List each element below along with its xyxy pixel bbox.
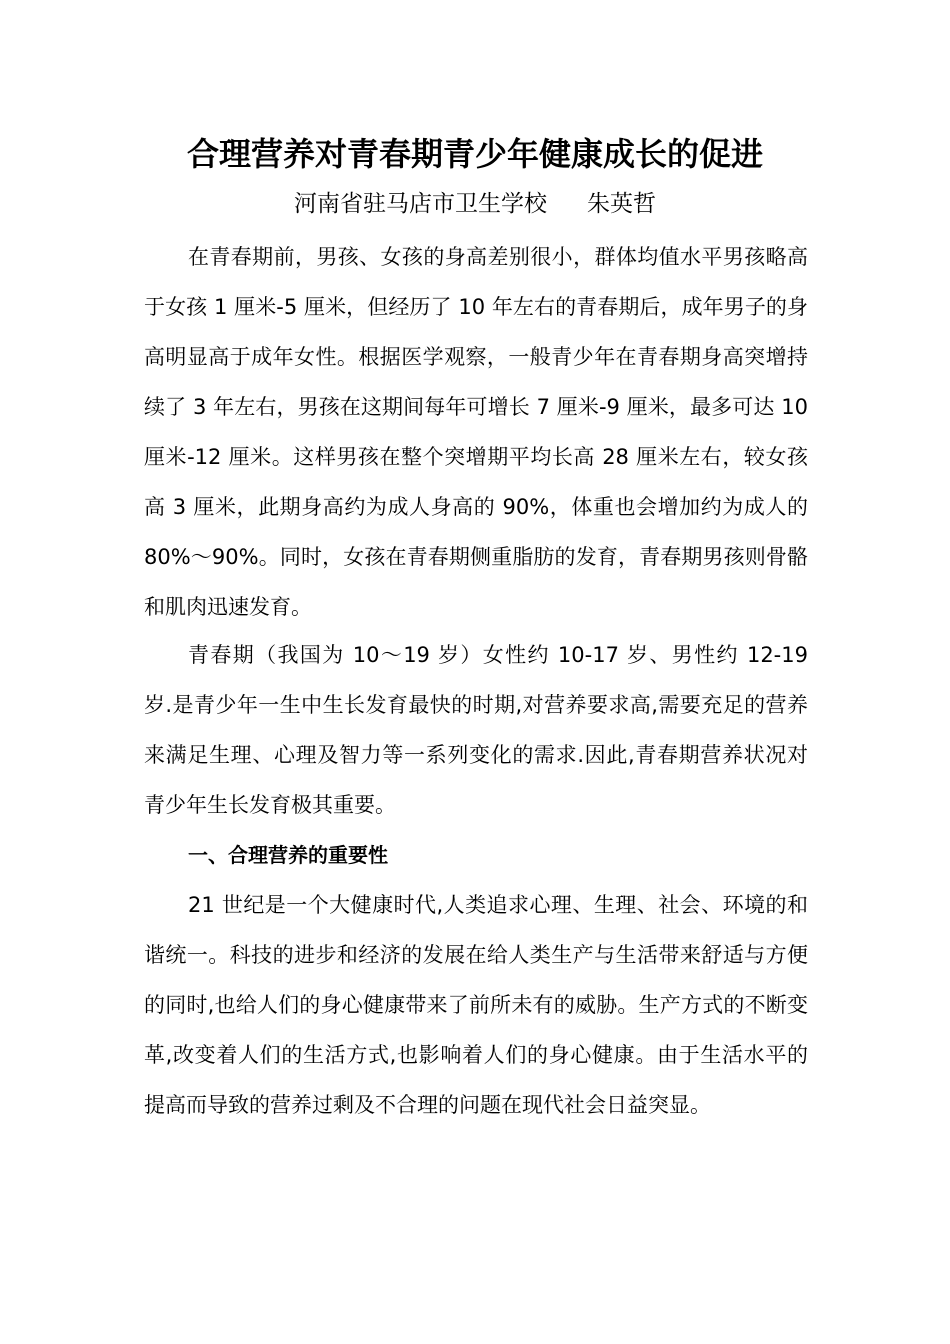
- section-heading: 一、合理营养的重要性: [188, 843, 388, 867]
- paragraph-health-era: 21 世纪是一个大健康时代,人类追求心理、生理、社会、环境的和谐统一。科技的进步和经济的发展在给人类生产与生活带来舒适与方便的同时,也给人们的身心健康带来了前所未有的威胁。生产方式的不断变革,改变着人们的生活方式,也影响着人们的身心健康。由于生活水平的提高而导致的营养过剩及不合理的问题在现代社会日益突显。: [144, 893, 808, 1117]
- paragraph-puberty-growth: 在青春期前，男孩、女孩的身高差别很小，群体均值水平男孩略高于女孩 1 厘米-5 厘米，但经历了 10 年左右的青春期后，成年男子的身高明显高于成年女性。根据医学观察，一般青少年在青春期身高突增持续了 3 年左右，男孩在这期间每年可增长 7 厘米-9 厘米，最多可达 10 厘米-12 厘米。这样男孩在整个突增期平均长高 28 厘米左右，较女孩高 3 厘米，此期身高约为成人身高的 90%，体重也会增加约为成人的 80%～90%。同时，女孩在青春期侧重脂肪的发育，青春期男孩则骨骼和肌肉迅速发育。: [144, 245, 808, 619]
- document-title: 合理营养对青春期青少年健康成长的促进: [186, 135, 763, 174]
- paragraph-puberty-nutrition: 青春期（我国为 10～19 岁）女性约 10-17 岁、男性约 12-19 岁.是青少年一生中生长发育最快的时期,对营养要求高,需要充足的营养来满足生理、心理及智力等一系列变化的需求.因此,青春期营养状况对青少年生长发育极其重要。: [144, 643, 808, 817]
- author-name: 朱英哲: [587, 191, 656, 217]
- author-organization: 河南省驻马店市卫生学校: [294, 191, 547, 217]
- author-byline: [0, 184, 950, 224]
